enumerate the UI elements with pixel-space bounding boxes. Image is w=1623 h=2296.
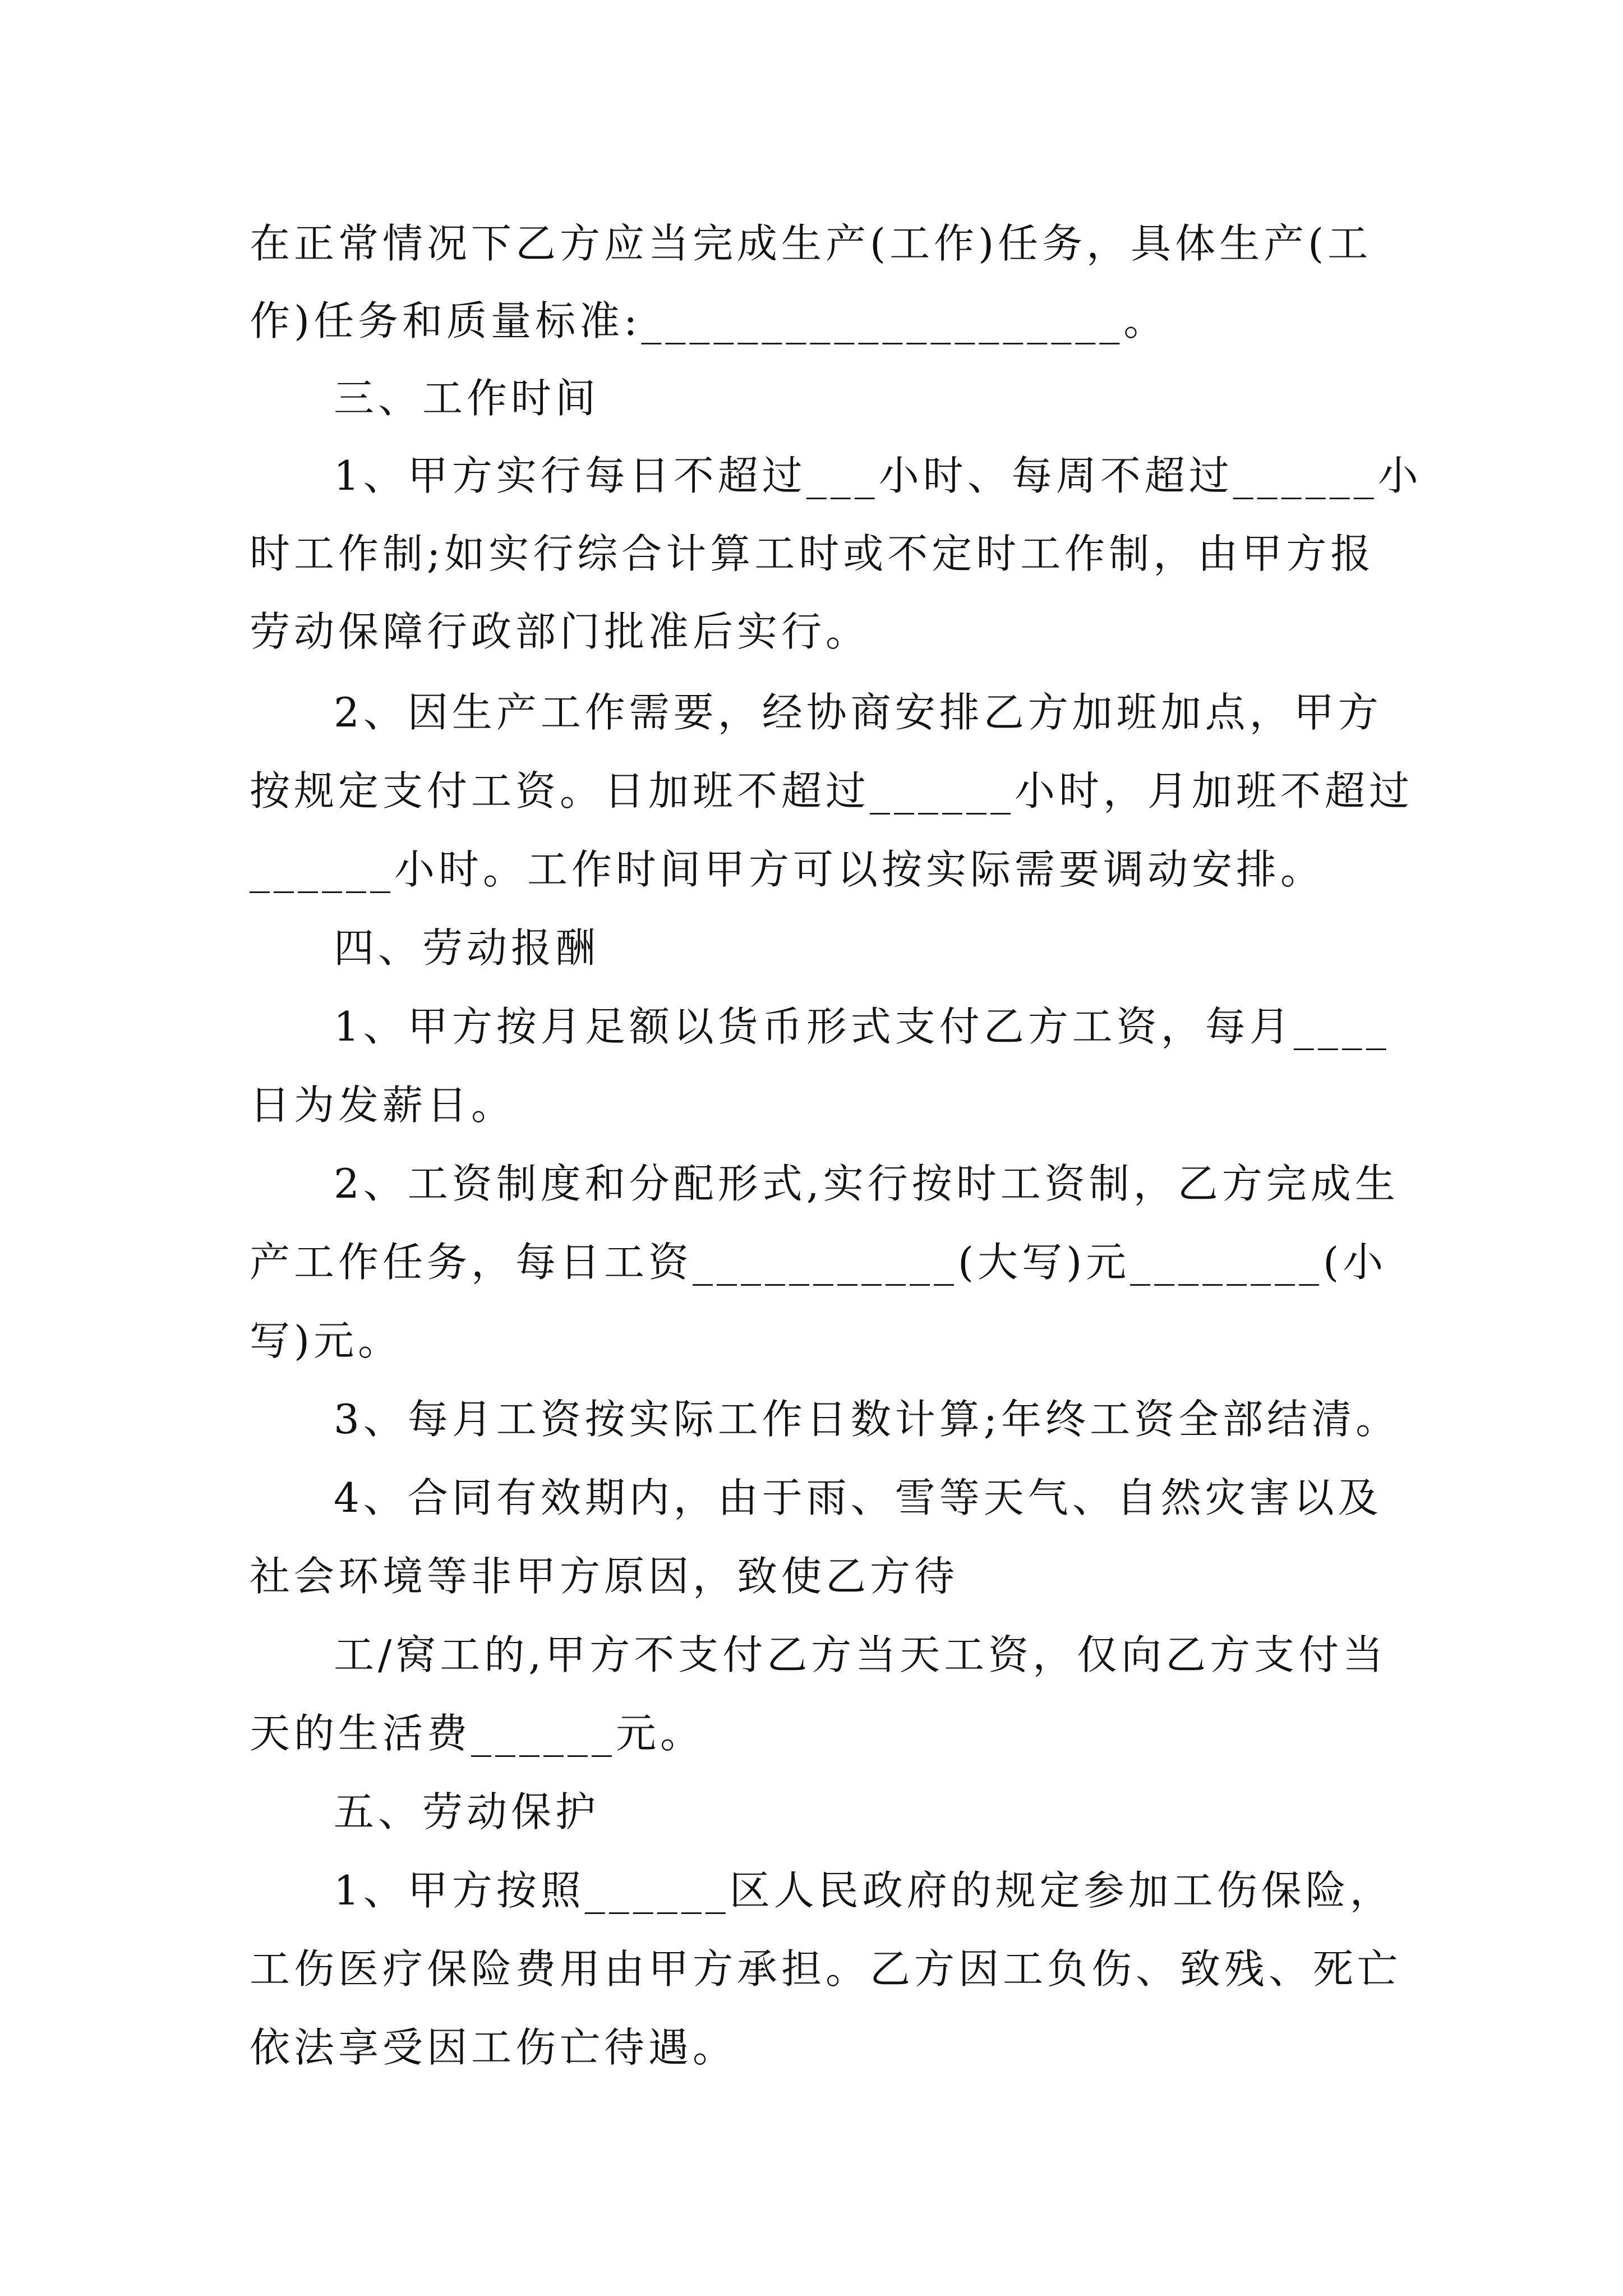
- paragraph-line: 依法享受因工伤亡待遇。: [250, 2024, 737, 2071]
- paragraph-line: 3、每月工资按实际工作日数计算;年终工资全部结清。: [334, 1396, 1400, 1443]
- paragraph-line: 在正常情况下乙方应当完成生产(工作)任务，具体生产(工: [250, 220, 1372, 267]
- paragraph-line: 社会环境等非甲方原因，致使乙方待: [250, 1553, 959, 1600]
- paragraph-line: 工伤医疗保险费用由甲方承担。乙方因工负伤、致残、死亡: [250, 1945, 1402, 1993]
- section-heading: 五、劳动保护: [334, 1788, 600, 1835]
- paragraph-line: 时工作制;如实行综合计算工时或不定时工作制，由甲方报: [250, 530, 1375, 577]
- paragraph-line: 劳动保障行政部门批准后实行。: [250, 608, 870, 655]
- paragraph-line: 1、甲方按照______区人民政府的规定参加工伤保险，: [334, 1867, 1394, 1914]
- paragraph-line: 日为发薪日。: [250, 1082, 516, 1129]
- paragraph-line: 按规定支付工资。日加班不超过______小时，月加班不超过: [250, 767, 1414, 815]
- paragraph-line: 2、工资制度和分配形式,实行按时工资制，乙方完成生: [334, 1160, 1399, 1207]
- paragraph-line: 写)元。: [250, 1317, 403, 1364]
- section-heading: 三、工作时间: [334, 375, 600, 422]
- paragraph-line: 1、甲方按月足额以货币形式支付乙方工资，每月____: [334, 1003, 1390, 1050]
- paragraph-line: 1、甲方实行每日不超过___小时、每周不超过______小: [334, 452, 1422, 499]
- paragraph-line: 4、合同有效期内，由于雨、雪等天气、自然灾害以及: [334, 1474, 1382, 1521]
- section-heading: 四、劳动报酬: [334, 924, 600, 972]
- paragraph-line: 天的生活费______元。: [250, 1710, 705, 1757]
- paragraph-line: 2、因生产工作需要，经协商安排乙方加班加点，甲方: [334, 689, 1382, 736]
- paragraph-line: ______小时。工作时间甲方可以按实际需要调动安排。: [250, 846, 1325, 893]
- paragraph-line: 产工作任务，每日工资___________(大写)元________(小: [250, 1239, 1387, 1286]
- paragraph-line: 作)任务和质量标准:____________________。: [250, 297, 1168, 344]
- paragraph-line: 工/窝工的,甲方不支付乙方当天工资，仅向乙方支付当: [334, 1631, 1387, 1678]
